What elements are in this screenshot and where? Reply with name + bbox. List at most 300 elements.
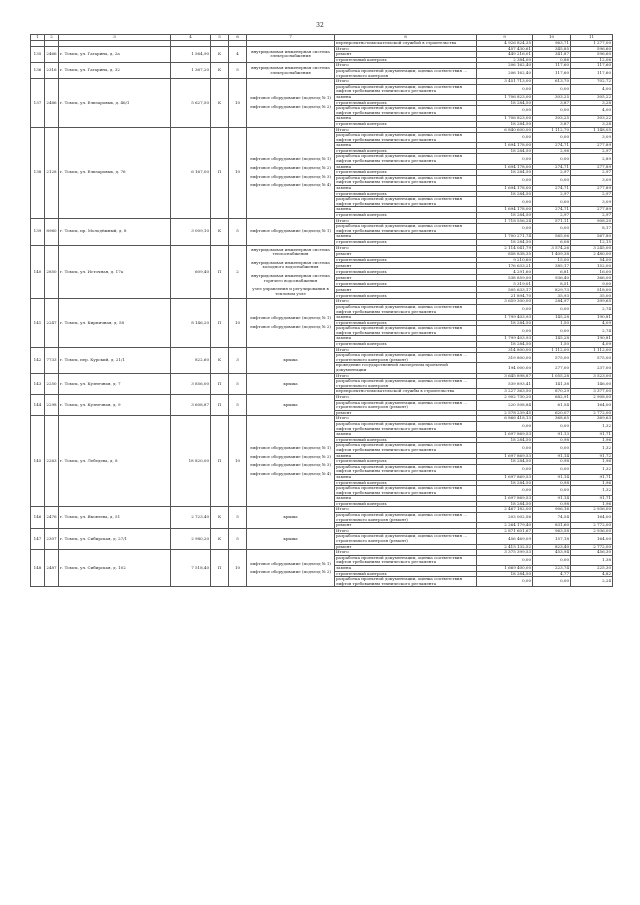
cost-value: 2 578 239,45 xyxy=(477,410,533,416)
work-type: Итого xyxy=(335,245,477,251)
cost-value: 2 871 601,67 xyxy=(477,528,533,534)
limit-cost-value: 3,28 xyxy=(571,100,613,106)
cost-value: 1 694 178,00 xyxy=(477,143,533,149)
limit-cost-value: 152,00 xyxy=(571,263,613,269)
building-area: 8 146,20 xyxy=(171,299,211,347)
work-type: разработка проектной документации, оценка соответствия лифтов требованиям технического регламента xyxy=(335,224,477,234)
wall-material: П xyxy=(211,127,229,218)
building-system xyxy=(247,218,335,245)
limit-cost-value: 4,82 xyxy=(571,571,613,577)
wall-material: П xyxy=(211,373,229,394)
limit-cost-value: 117,60 xyxy=(571,68,613,78)
limit-cost-value: 596,60 xyxy=(571,52,613,58)
building-system: крыша xyxy=(247,373,335,394)
work-type: строительный контроль xyxy=(335,191,477,197)
unit-cost-value: 303,25 xyxy=(533,116,571,122)
table-row xyxy=(31,507,613,513)
column-header: 11 xyxy=(571,35,613,41)
unit-cost-value: 145,28 xyxy=(533,336,571,342)
work-type: замена xyxy=(335,496,477,502)
cost-value: 203 002,56 xyxy=(477,513,533,523)
system-item: лифтовое оборудование (подъезд № 2) xyxy=(250,323,331,329)
floor-count: 5 xyxy=(229,395,247,416)
cost-value: 0,00 xyxy=(477,304,533,314)
cost-value: 3 645 898,87 xyxy=(477,373,533,379)
limit-cost-value: 518,00 xyxy=(571,287,613,293)
building-area: 2 723,40 xyxy=(171,507,211,528)
cost-value: 18 284,50 xyxy=(477,191,533,197)
limit-cost-value: 2,74 xyxy=(571,326,613,336)
cost-value: 314 800,00 xyxy=(477,347,533,353)
unit-cost-value: 1,50 xyxy=(533,342,571,348)
cost-value: 0,00 xyxy=(477,84,533,94)
work-type: разработка проектной документации, оценка соответствия ... строительного контроля (ремонт) xyxy=(335,513,477,523)
cost-value: 194 000,00 xyxy=(477,363,533,373)
cost-value: 9 210,60 xyxy=(477,257,533,263)
unit-cost-value: 823,40 xyxy=(533,544,571,550)
work-type: строительный контроль xyxy=(335,170,477,176)
work-type: Итого xyxy=(335,416,477,422)
table-row xyxy=(31,245,613,251)
limit-cost-value: 4,00 xyxy=(571,106,613,116)
building-id: 2263 xyxy=(45,416,59,507)
limit-cost-value: 2 772,00 xyxy=(571,523,613,529)
limit-cost-value: 1,96 xyxy=(571,459,613,465)
building-system: внутридомовая инженерная система электроснабжения xyxy=(247,46,335,63)
cost-value: 18 284,50 xyxy=(477,239,533,245)
building-id: 2247 xyxy=(45,299,59,347)
cost-value: 0,00 xyxy=(477,133,533,143)
building-id: 2466 xyxy=(45,46,59,63)
limit-cost-value: 2 936,00 xyxy=(571,528,613,534)
floor-count: 5 xyxy=(229,373,247,394)
row-number: 143 xyxy=(31,373,45,394)
unit-cost-value: 303,25 xyxy=(533,94,571,100)
row-number: 147 xyxy=(31,528,45,549)
unit-cost-value: 0,98 xyxy=(533,459,571,465)
table-row xyxy=(31,373,613,379)
work-type: ремонт xyxy=(335,52,477,58)
wall-material: П xyxy=(211,245,229,299)
unit-cost-value: 3,87 xyxy=(533,100,571,106)
building-system: крыша xyxy=(247,507,335,528)
work-type: строительный контроль xyxy=(335,501,477,507)
work-type: строительный контроль xyxy=(335,148,477,154)
building-address: г. Томск, пр. Молодёжный, д. 8 xyxy=(59,218,171,245)
limit-cost-value: 16,00 xyxy=(571,269,613,275)
capital-repair-register-table xyxy=(30,34,613,587)
building-area: 7 518,40 xyxy=(171,550,211,587)
limit-cost-value: 1,96 xyxy=(571,480,613,486)
building-system xyxy=(247,299,335,347)
limit-cost-value: 2 480,00 xyxy=(571,251,613,257)
cost-value: 1 697 869,53 xyxy=(477,496,533,502)
cost-value: 18 284,50 xyxy=(477,480,533,486)
table-row xyxy=(31,218,613,224)
work-type: разработка проектной документации, оценка соответствия лифтов требованиям технического регламента xyxy=(335,443,477,453)
unit-cost-value: 4,77 xyxy=(533,571,571,577)
cost-value: 1 694 178,00 xyxy=(477,207,533,213)
cost-value: 319 800,00 xyxy=(477,353,533,363)
cost-value: 1 706 823,00 xyxy=(477,116,533,122)
building-area: 2 980,20 xyxy=(171,528,211,549)
unit-cost-value: 0,00 xyxy=(533,443,571,453)
cost-value: 505 633,17 xyxy=(477,287,533,293)
work-type: строительный контроль xyxy=(335,437,477,443)
limit-cost-value: 164,00 xyxy=(571,400,613,410)
register-body xyxy=(31,41,613,587)
unit-cost-value: 74,54 xyxy=(533,513,571,523)
row-number: 148 xyxy=(31,550,45,587)
unit-cost-value: 91,14 xyxy=(533,453,571,459)
limit-cost-value: 2 908,00 xyxy=(571,395,613,401)
building-address: г. Томск, ул. Кузнечная, д. 7 xyxy=(59,373,171,394)
cost-value: 6 866 418,13 xyxy=(477,416,533,422)
column-header: 9 xyxy=(477,35,533,41)
limit-cost-value: 237,00 xyxy=(571,363,613,373)
system-item: лифтовое оборудование (подъезд № 1) xyxy=(250,445,331,451)
limit-cost-value: 3,09 xyxy=(571,133,613,143)
unit-cost-value: 0,00 xyxy=(533,106,571,116)
page-number: 32 xyxy=(316,22,324,29)
row-number: 145 xyxy=(31,416,45,507)
limit-cost-value: 277,89 xyxy=(571,164,613,170)
limit-cost-value: 2,74 xyxy=(571,304,613,314)
cost-value: 0,00 xyxy=(477,224,533,234)
cost-value: 176 633,21 xyxy=(477,263,533,269)
building-system xyxy=(247,245,335,299)
work-type: разработка проектной документации, оценка соответствия лифтов требованиям технического регламента xyxy=(335,421,477,431)
building-id: 2316 xyxy=(45,63,59,79)
row-number: 141 xyxy=(31,299,45,347)
work-type: Итого xyxy=(335,299,477,305)
cost-value: 3 375 399,53 xyxy=(477,550,533,556)
limit-cost-value: 1,32 xyxy=(571,421,613,431)
unit-cost-value: 1 112,70 xyxy=(533,127,571,133)
building-id: 8960 xyxy=(45,218,59,245)
work-type: строительный контроль xyxy=(335,100,477,106)
work-type: замена xyxy=(335,94,477,100)
work-type: замена xyxy=(335,234,477,240)
building-id: 2476 xyxy=(45,507,59,528)
unit-cost-value: 0,00 xyxy=(533,486,571,496)
column-header: 10 xyxy=(533,35,571,41)
cost-value: 1 697 869,53 xyxy=(477,432,533,438)
column-header: 6 xyxy=(229,35,247,41)
unit-cost-value: 0,00 xyxy=(533,555,571,565)
cost-value: 1 669 400,00 xyxy=(477,566,533,572)
system-item: лифтовое оборудование (подъезд № 2) xyxy=(250,103,331,109)
work-type: замена xyxy=(335,432,477,438)
building-system xyxy=(247,79,335,127)
building-area: 18 820,00 xyxy=(171,416,211,507)
work-type: строительный контроль xyxy=(335,269,477,275)
system-item: узел управления и регулирования в тепловом узле xyxy=(252,286,329,296)
column-header: 2 xyxy=(45,35,59,41)
cost-value: 18 284,50 xyxy=(477,459,533,465)
unit-cost-value: 61,54 xyxy=(533,400,571,410)
unit-cost-value: 831,60 xyxy=(533,523,571,529)
work-type: разработка проектной документации, оценка соответствия лифтов требованиям технического регламента xyxy=(335,175,477,185)
cost-value: 1 718 556,24 xyxy=(477,218,533,224)
cost-value: 1 706 823,00 xyxy=(477,94,533,100)
limit-cost-value: 4,09 xyxy=(571,342,613,348)
column-header: 5 xyxy=(211,35,229,41)
work-type: разработка проектной документации, оценка соответствия ... строительного контроля (ремонт) xyxy=(335,534,477,544)
unit-cost-value: 1 055,28 xyxy=(533,373,571,379)
unit-cost-value: 2,97 xyxy=(533,170,571,176)
floor-count: 10 xyxy=(229,416,247,507)
building-address: г. Томск, ул. Сибирская, д. 102 xyxy=(59,550,171,587)
unit-cost-value: 0,00 xyxy=(533,464,571,474)
unit-cost-value: 0,98 xyxy=(533,480,571,486)
building-system xyxy=(247,127,335,218)
row-number: 137 xyxy=(31,79,45,127)
work-type: разработка проектной документации, оценка соответствия лифтов требованиям технического регламента xyxy=(335,464,477,474)
work-type: строительный контроль xyxy=(335,459,477,465)
building-address: г. Томск, ул. Кирпичная, д. 58 xyxy=(59,299,171,347)
cost-value: 2 467 182,00 xyxy=(477,507,533,513)
building-area: 3 009,10 xyxy=(171,218,211,245)
cost-value: 457 430,61 xyxy=(477,46,533,52)
limit-cost-value: 12,06 xyxy=(571,57,613,63)
cost-value: 18 284,50 xyxy=(477,148,533,154)
building-address: г. Томск, ул. Елизаровых, д. 76 xyxy=(59,127,171,218)
system-item: лифтовое оборудование (подъезд № 1) xyxy=(250,95,331,101)
table-row xyxy=(31,347,613,353)
cost-value: 4 926 824,35 xyxy=(477,41,533,47)
limit-cost-value: 1 112,00 xyxy=(571,347,613,353)
cost-value: 18 284,50 xyxy=(477,571,533,577)
building-area: 822,60 xyxy=(171,347,211,373)
cost-value: 206 162,40 xyxy=(477,68,533,78)
cost-value: 18 284,50 xyxy=(477,342,533,348)
work-type: замена xyxy=(335,186,477,192)
cost-value: 18 284,50 xyxy=(477,501,533,507)
work-type: строительный контроль xyxy=(335,57,477,63)
wall-material: К xyxy=(211,347,229,373)
work-type: разработка проектной документации, оценка соответствия лифтов требованиям технического регламента xyxy=(335,486,477,496)
work-type: Итого xyxy=(335,63,477,69)
cost-value: 1 697 869,53 xyxy=(477,453,533,459)
unit-cost-value: 345,85 xyxy=(533,46,571,52)
wall-material: К xyxy=(211,528,229,549)
system-item: внутридомовая инженерная система холодного водоснабжения xyxy=(251,259,330,270)
wall-material: П xyxy=(211,395,229,416)
unit-cost-value: 0,00 xyxy=(533,421,571,431)
building-id: 2250 xyxy=(45,373,59,394)
limit-cost-value: 2,97 xyxy=(571,148,613,154)
limit-cost-value: 2,97 xyxy=(571,170,613,176)
building-address: г. Томск, пер. Курский, д. 21/1 xyxy=(59,347,171,373)
cost-value: 456 469,09 xyxy=(477,534,533,544)
unit-cost-value: 0,86 xyxy=(533,57,571,63)
work-type: Итого xyxy=(335,373,477,379)
limit-cost-value: 35,00 xyxy=(571,293,613,299)
floor-count: 10 xyxy=(229,299,247,347)
cost-value: 0,00 xyxy=(477,464,533,474)
building-system xyxy=(247,416,335,507)
limit-cost-value: 91,72 xyxy=(571,453,613,459)
limit-cost-value: 91,71 xyxy=(571,474,613,480)
work-type: Итого xyxy=(335,218,477,224)
building-area: 1 564,90 xyxy=(171,46,211,63)
row-number: 138 xyxy=(31,127,45,218)
work-type: замена xyxy=(335,474,477,480)
unit-cost-value: 1 409,38 xyxy=(533,251,571,257)
work-type: ремонт xyxy=(335,523,477,529)
cost-value: 449 216,01 xyxy=(477,52,533,58)
building-system: крыша xyxy=(247,395,335,416)
limit-cost-value: 596,60 xyxy=(571,46,613,52)
limit-cost-value: 91,71 xyxy=(571,496,613,502)
building-area: 5 627,50 xyxy=(171,79,211,127)
building-address: г. Томск, ул. Елизаровых, д. 46/1 xyxy=(59,79,171,127)
column-header: 3 xyxy=(59,35,171,41)
work-type: перепроектно-изыскательской службой в строительства xyxy=(335,41,477,47)
unit-cost-value: 385,17 xyxy=(533,263,571,269)
limit-cost-value: 9,00 xyxy=(571,281,613,287)
unit-cost-value: 0,98 xyxy=(533,501,571,507)
unit-cost-value: 117,60 xyxy=(533,63,571,69)
table-row xyxy=(31,299,613,305)
limit-cost-value: 1,38 xyxy=(571,555,613,565)
building-address: г. Томск, ул. Гагарина, д. 2а xyxy=(59,46,171,63)
unit-cost-value: 963,71 xyxy=(533,41,571,47)
floor-count: 5 xyxy=(229,63,247,79)
table-row xyxy=(31,395,613,401)
work-type: строительный контроль xyxy=(335,293,477,299)
floor-count: 5 xyxy=(229,218,247,245)
unit-cost-value: 8,51 xyxy=(533,281,571,287)
row-number: 144 xyxy=(31,395,45,416)
unit-cost-value: 906,16 xyxy=(533,507,571,513)
cost-value: 18 284,50 xyxy=(477,437,533,443)
limit-cost-value: 2,97 xyxy=(571,213,613,219)
column-header: 1 xyxy=(31,35,45,41)
limit-cost-value: 369,63 xyxy=(571,416,613,422)
work-type: разработка проектной документации, оценка соответствия лифтов требованиям технического регламента xyxy=(335,197,477,207)
limit-cost-value: 2 772,00 xyxy=(571,544,613,550)
floor-count: 4 xyxy=(229,46,247,63)
table-row xyxy=(31,46,613,52)
building-address: г. Томск, ул. Яковлева, д. 51 xyxy=(59,507,171,528)
cost-value: 2 902 730,20 xyxy=(477,395,533,401)
limit-cost-value: 3,28 xyxy=(571,121,613,127)
work-type: замена xyxy=(335,336,477,342)
limit-cost-value: 366,00 xyxy=(571,275,613,281)
work-type: строительный контроль xyxy=(335,480,477,486)
unit-cost-value: 565,06 xyxy=(533,234,571,240)
work-type: Итого xyxy=(335,550,477,556)
table-row xyxy=(31,127,613,133)
limit-cost-value: 4,00 xyxy=(571,84,613,94)
system-item: лифтовое оборудование (подъезд № 3) xyxy=(250,173,331,179)
cost-value: 0,00 xyxy=(477,106,533,116)
floor-count: 10 xyxy=(229,550,247,587)
column-header: 7 xyxy=(247,35,335,41)
unit-cost-value: 6,08 xyxy=(533,239,571,245)
work-type: ремонт xyxy=(335,251,477,257)
work-type: Итого xyxy=(335,528,477,534)
cost-value: 0,00 xyxy=(477,197,533,207)
unit-cost-value: 117,60 xyxy=(533,68,571,78)
limit-cost-value: 2 936,00 xyxy=(571,507,613,513)
unit-cost-value: 1,50 xyxy=(533,320,571,326)
unit-cost-value: 35,93 xyxy=(533,293,571,299)
cost-value: 2 114 041,79 xyxy=(477,245,533,251)
system-item: внутридомовая инженерная система теплоснабжения xyxy=(251,246,330,257)
unit-cost-value: 145,28 xyxy=(533,315,571,321)
wall-material: К xyxy=(211,79,229,127)
wall-material: К xyxy=(211,507,229,528)
work-type: ремонт xyxy=(335,287,477,293)
unit-cost-value: 91,13 xyxy=(533,432,571,438)
building-id: 2486 xyxy=(45,79,59,127)
cost-value: 0,00 xyxy=(477,486,533,496)
work-type: замена xyxy=(335,164,477,170)
limit-cost-value: 164,00 xyxy=(571,513,613,523)
building-address: г. Томск, ул. Кузнечная, д. 9 xyxy=(59,395,171,416)
unit-cost-value: 0,00 xyxy=(533,175,571,185)
work-type: замена xyxy=(335,453,477,459)
building-id: 2128 xyxy=(45,127,59,218)
limit-cost-value: 190,81 xyxy=(571,315,613,321)
cost-value: 1 799 403,93 xyxy=(477,315,533,321)
column-header: 4 xyxy=(171,35,211,41)
limit-cost-value: 3 523,00 xyxy=(571,373,613,379)
limit-cost-value: 164,00 xyxy=(571,534,613,544)
building-address: г. Томск, ул. Сибирская, д. 27/1 xyxy=(59,528,171,549)
building-area: 3 608,87 xyxy=(171,395,211,416)
wall-material: К xyxy=(211,46,229,63)
work-type: ремонт xyxy=(335,544,477,550)
work-type: разработка проектной документации, оценка соответствия ... строительного контроля (ремонт) xyxy=(335,400,477,410)
work-type: замена xyxy=(335,116,477,122)
building-address: г. Томск, ул. Источная, д. 17а xyxy=(59,245,171,299)
limit-cost-value: 2,89 xyxy=(571,154,613,164)
row-number: 142 xyxy=(31,347,45,373)
cost-value: 0,00 xyxy=(477,421,533,431)
cost-value: 0,00 xyxy=(477,154,533,164)
work-type: проведение государственной экспертизы проектной документации xyxy=(335,363,477,373)
system-item: лифтовое оборудование (подъезд № 1) xyxy=(250,228,331,234)
unit-cost-value: 141,38 xyxy=(533,379,571,389)
system-item: лифтовое оборудование (подъезд № 3) xyxy=(250,462,331,468)
cost-value: 206 162,40 xyxy=(477,63,533,69)
unit-cost-value: 274,71 xyxy=(533,186,571,192)
limit-cost-value: 3 377,00 xyxy=(571,389,613,395)
work-type: Итого xyxy=(335,507,477,513)
building-id: 2850 xyxy=(45,245,59,299)
unit-cost-value: 368,65 xyxy=(533,416,571,422)
unit-cost-value: 0,00 xyxy=(533,154,571,164)
building-system xyxy=(247,550,335,587)
wall-material: К xyxy=(211,63,229,79)
cost-value: 0,00 xyxy=(477,175,533,185)
unit-cost-value: 575,00 xyxy=(533,353,571,363)
unit-cost-value: 274,71 xyxy=(533,143,571,149)
work-type: строительный контроль xyxy=(335,257,477,263)
building-address: г. Томск, ул. Лебедева, д. 8 xyxy=(59,416,171,507)
work-type: строительный контроль xyxy=(335,571,477,577)
row-number: 136 xyxy=(31,63,45,79)
unit-cost-value: 341,87 xyxy=(533,52,571,58)
limit-cost-value: 190,81 xyxy=(571,336,613,342)
unit-cost-value: 0,00 xyxy=(533,133,571,143)
unit-cost-value: 6,81 xyxy=(533,269,571,275)
limit-cost-value: 1 277,00 xyxy=(571,41,613,47)
